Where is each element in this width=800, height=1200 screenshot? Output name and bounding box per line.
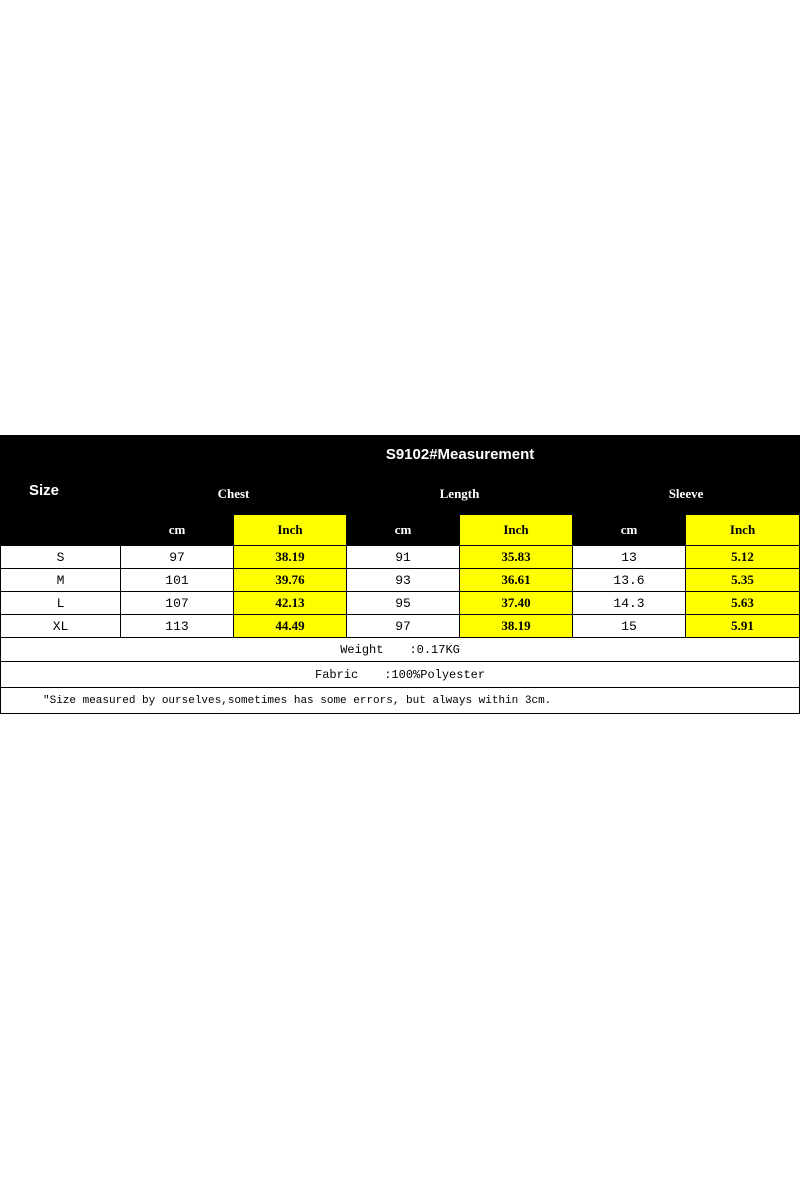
measurement-note: "Size measured by ourselves,sometimes has some errors, but always within 3cm. (1, 688, 800, 714)
chest-inch-value: 44.49 (234, 615, 347, 638)
weight-cell (1, 638, 800, 662)
measurement-table (0, 435, 800, 714)
length-inch-value: 35.83 (460, 546, 573, 569)
length-inch-value: 38.19 (460, 615, 573, 638)
length-inch-value: 36.61 (460, 569, 573, 592)
sleeve-inch-value: 5.91 (686, 615, 800, 638)
chest-inch-header: Inch (234, 515, 347, 546)
group-header-length: Length (347, 473, 573, 515)
chest-inch-value: 38.19 (234, 546, 347, 569)
size-label: S (1, 546, 121, 569)
sleeve-cm-value: 13 (573, 546, 686, 569)
length-cm-value: 93 (347, 569, 460, 592)
chest-inch-value: 39.76 (234, 569, 347, 592)
table-row (1, 615, 800, 638)
chest-cm-header: cm (121, 515, 234, 546)
chest-cm-value: 101 (121, 569, 234, 592)
table-row (1, 569, 800, 592)
length-inch-value: 37.40 (460, 592, 573, 615)
length-cm-value: 97 (347, 615, 460, 638)
length-cm-header: cm (347, 515, 460, 546)
fabric-label: Fabric (315, 667, 359, 682)
sleeve-inch-value: 5.63 (686, 592, 800, 615)
table-row (1, 546, 800, 569)
length-inch-header: Inch (460, 515, 573, 546)
chart-title: S9102#Measurement (121, 436, 800, 473)
size-chart (0, 435, 799, 714)
sleeve-cm-value: 13.6 (573, 569, 686, 592)
size-label: M (1, 569, 121, 592)
group-header-chest: Chest (121, 473, 347, 515)
chest-cm-value: 97 (121, 546, 234, 569)
sleeve-cm-header: cm (573, 515, 686, 546)
table-row (1, 592, 800, 615)
fabric-row (1, 662, 800, 688)
weight-label: Weight (340, 642, 384, 657)
chest-cm-value: 113 (121, 615, 234, 638)
sleeve-cm-value: 14.3 (573, 592, 686, 615)
weight-value: :0.17KG (409, 642, 460, 657)
size-column-header: Size (1, 436, 121, 546)
note-row (1, 688, 800, 714)
size-label: L (1, 592, 121, 615)
chest-inch-value: 42.13 (234, 592, 347, 615)
sleeve-inch-header: Inch (686, 515, 800, 546)
length-cm-value: 95 (347, 592, 460, 615)
size-label: XL (1, 615, 121, 638)
chest-cm-value: 107 (121, 592, 234, 615)
sleeve-inch-value: 5.35 (686, 569, 800, 592)
sleeve-cm-value: 15 (573, 615, 686, 638)
sleeve-inch-value: 5.12 (686, 546, 800, 569)
group-header-sleeve: Sleeve (573, 473, 800, 515)
fabric-value: :100%Polyester (384, 667, 486, 682)
length-cm-value: 91 (347, 546, 460, 569)
fabric-cell (1, 662, 800, 688)
weight-row (1, 638, 800, 662)
